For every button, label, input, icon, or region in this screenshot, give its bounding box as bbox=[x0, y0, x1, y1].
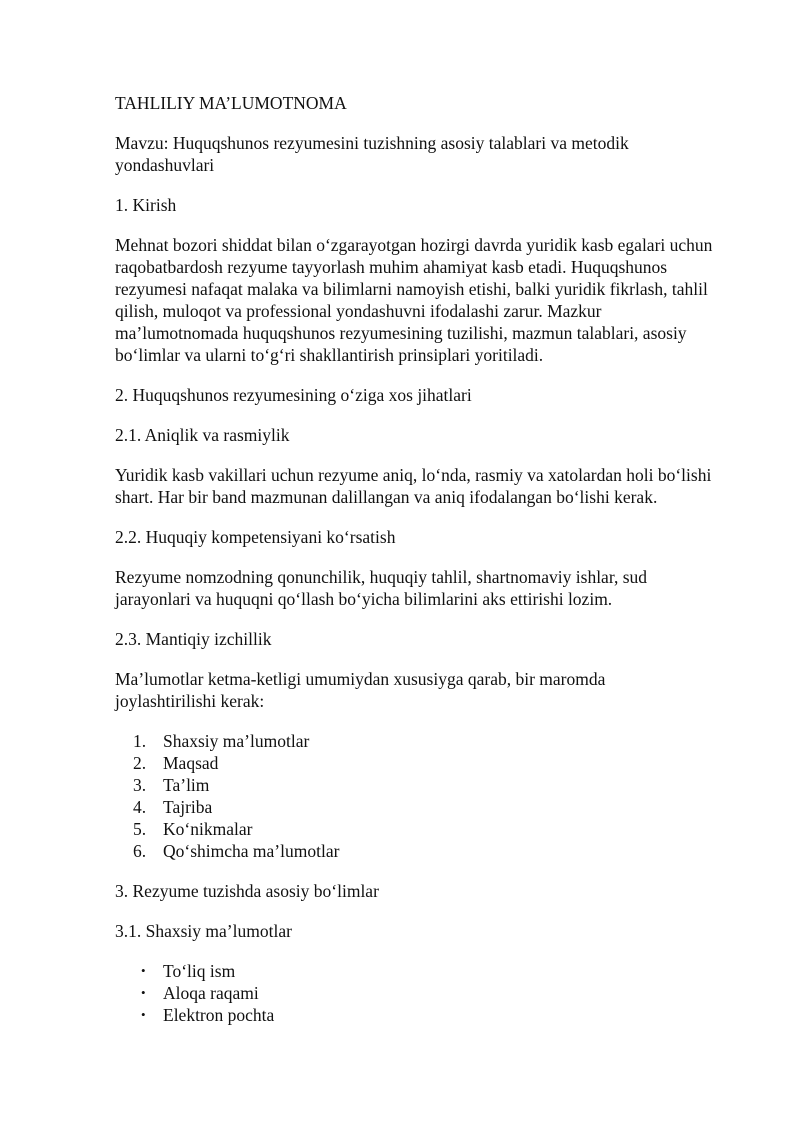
section-1-paragraph: Mehnat bozori shiddat bilan o‘zgarayotgan hozirgi davrda yuridik kasb egalari uchun raqobatbardosh rezyume tayyorlash muhim ahamiyat kasb etadi. Huquqshunos rezyumesi nafaqat malaka va bilimlarni namoyish etishi, balki yuridik fikrlash, tahlil qilish, muloqot va professional yondashuvni ifodalashi zarur. Mazkur ma’lumotnomada huquqshunos rezyumesining tuzilishi, mazmun talablari, asosiy bo‘limlar va ularni to‘g‘ri shakllantirish prinsiplari yoritiladi. bbox=[115, 235, 713, 365]
section-2-2-heading: 2.2. Huquqiy kompetensiyani ko‘rsatish bbox=[115, 527, 396, 547]
section-2-3-paragraph: Ma’lumotlar ketma-ketligi umumiydan xususiyga qarab, bir maromda joylashtirilishi kerak: bbox=[115, 669, 606, 711]
bullet-icon: • bbox=[141, 1007, 146, 1022]
topic-line: Mavzu: Huquqshunos rezyumesini tuzishning asosiy talablari va metodik yondashuvlari bbox=[115, 133, 629, 175]
list-item-text: Shaxsiy ma’lumotlar bbox=[163, 731, 310, 751]
list-item-text: Tajriba bbox=[163, 797, 213, 817]
list-number: 5. bbox=[133, 819, 147, 839]
list-number: 6. bbox=[133, 841, 147, 861]
list-item bbox=[133, 960, 720, 982]
list-number: 4. bbox=[133, 797, 147, 817]
list-item-text: Aloqa raqami bbox=[163, 983, 259, 1003]
list-item-text: Ta’lim bbox=[163, 775, 210, 795]
section-2-heading: 2. Huquqshunos rezyumesining o‘ziga xos jihatlari bbox=[115, 385, 472, 405]
list-item bbox=[133, 752, 720, 774]
list-item bbox=[133, 818, 720, 840]
section-2-1-heading: 2.1. Aniqlik va rasmiylik bbox=[115, 425, 290, 445]
list-item bbox=[133, 774, 720, 796]
section-1-heading: 1. Kirish bbox=[115, 195, 177, 215]
section-2-3-heading: 2.3. Mantiqiy izchillik bbox=[115, 629, 272, 649]
list-item bbox=[133, 796, 720, 818]
bullet-list bbox=[115, 960, 720, 1026]
list-item bbox=[133, 730, 720, 752]
list-number: 2. bbox=[133, 753, 147, 773]
document-title: TAHLILIY MA’LUMOTNOMA bbox=[115, 93, 347, 113]
section-3-1-heading: 3.1. Shaxsiy ma’lumotlar bbox=[115, 921, 292, 941]
list-number: 3. bbox=[133, 775, 147, 795]
section-2-2-paragraph: Rezyume nomzodning qonunchilik, huquqiy tahlil, shartnomaviy ishlar, sud jarayonlari va huquqni qo‘llash bo‘yicha bilimlarini aks ettirishi lozim. bbox=[115, 567, 648, 609]
list-item bbox=[133, 982, 720, 1004]
list-item-text: Elektron pochta bbox=[163, 1005, 275, 1025]
section-2-1-paragraph: Yuridik kasb vakillari uchun rezyume aniq, lo‘nda, rasmiy va xatolardan holi bo‘lishi shart. Har bir band mazmunan dalillangan va aniq ifodalangan bo‘lishi kerak. bbox=[115, 465, 712, 507]
bullet-icon: • bbox=[141, 963, 146, 978]
list-item-text: Ko‘nikmalar bbox=[163, 819, 253, 839]
list-item-text: Maqsad bbox=[163, 753, 219, 773]
ordered-list bbox=[115, 730, 720, 862]
list-item bbox=[133, 840, 720, 862]
list-item-text: Qo‘shimcha ma’lumotlar bbox=[163, 841, 340, 861]
list-number: 1. bbox=[133, 731, 147, 751]
section-3-heading: 3. Rezyume tuzishda asosiy bo‘limlar bbox=[115, 881, 379, 901]
list-item bbox=[133, 1004, 720, 1026]
list-item-text: To‘liq ism bbox=[163, 961, 236, 981]
bullet-icon: • bbox=[141, 985, 146, 1000]
